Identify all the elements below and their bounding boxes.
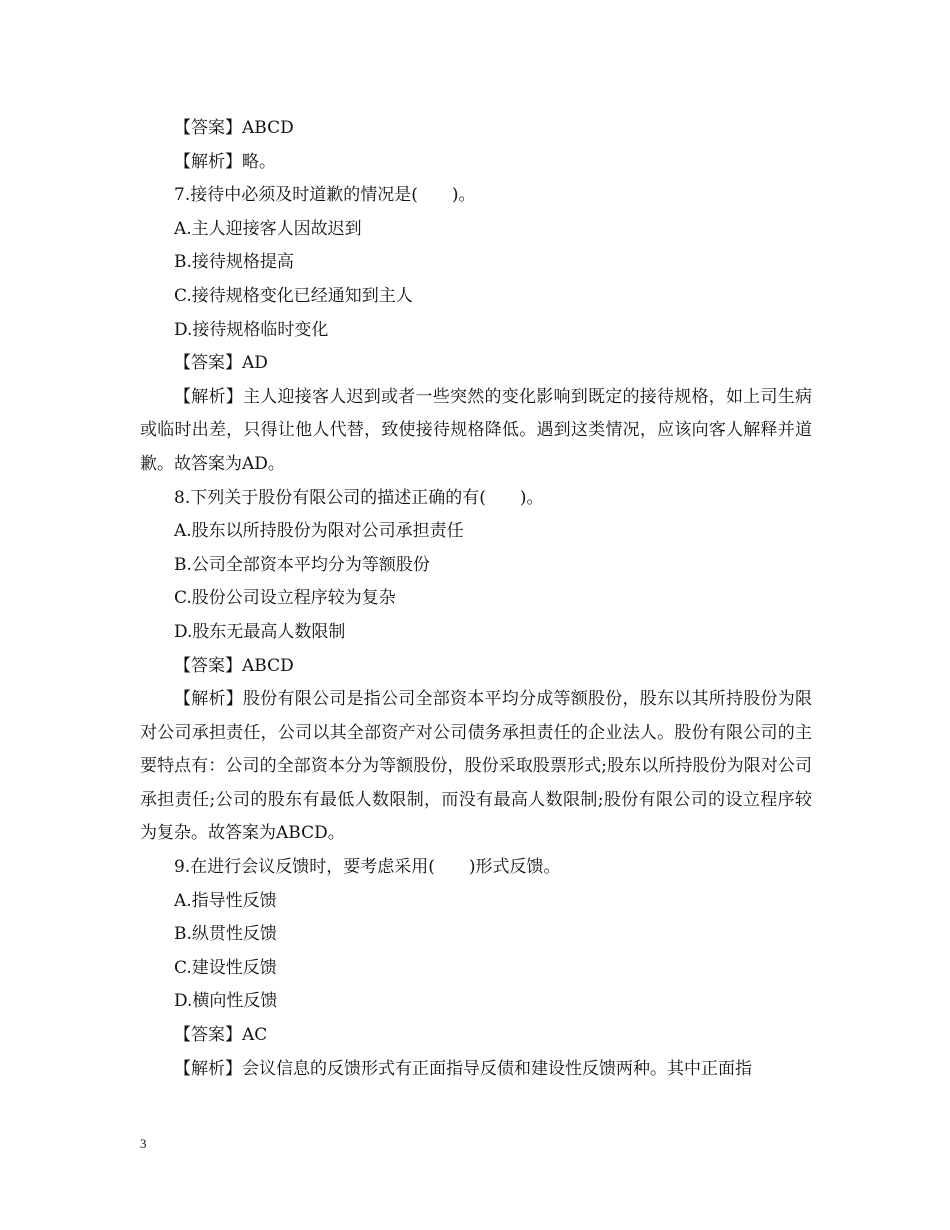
question-7: 7.接待中必须及时道歉的情况是( )。 bbox=[174, 185, 476, 206]
option-c: C.接待规格变化已经通知到主人 bbox=[174, 285, 413, 306]
answer-line: 【答案】ABCD bbox=[174, 655, 294, 676]
analysis-line: 【解析】略。 bbox=[174, 151, 276, 172]
analysis-line: 【解析】会议信息的反馈形式有正面指导反债和建设性反馈两种。其中正面指 bbox=[174, 1058, 752, 1079]
option-b: B.纵贯性反馈 bbox=[174, 924, 277, 945]
answer-line: 【答案】AD bbox=[174, 353, 268, 374]
document-body bbox=[140, 112, 812, 1086]
option-c: C.股份公司设立程序较为复杂 bbox=[174, 588, 396, 609]
question-8: 8.下列关于股份有限公司的描述正确的有( )。 bbox=[174, 487, 544, 508]
analysis-paragraph: 【解析】股份有限公司是指公司全部资本平均分成等额股份，股东以其所持股份为限对公司承担责任，公司以其全部资产对公司债务承担责任的企业法人。股份有限公司的主要特点有：公司的全部资本分为等额股份，股份采取股票形式;股东以所持股份为限对公司承担责任;公司的股东有最低人数限制，而没有最高人数限制;股份有限公司的设立程序较为复杂。故答案为ABCD。 bbox=[140, 689, 812, 844]
option-a: A.主人迎接客人因故迟到 bbox=[174, 218, 362, 239]
option-d: D.接待规格临时变化 bbox=[174, 319, 329, 340]
option-d: D.股东无最高人数限制 bbox=[174, 621, 346, 642]
option-b: B.公司全部资本平均分为等额股份 bbox=[174, 554, 430, 575]
analysis-paragraph: 【解析】主人迎接客人迟到或者一些突然的变化影响到既定的接待规格，如上司生病或临时出差，只得让他人代替，致使接待规格降低。遇到这类情况，应该向客人解释并道歉。故答案为AD。 bbox=[140, 386, 812, 474]
option-d: D.横向性反馈 bbox=[174, 991, 278, 1012]
answer-line: 【答案】ABCD bbox=[174, 118, 294, 138]
answer-line: 【答案】AC bbox=[174, 1025, 268, 1046]
option-a: A.股东以所持股份为限对公司承担责任 bbox=[174, 521, 464, 542]
option-b: B.接待规格提高 bbox=[174, 252, 294, 273]
option-c: C.建设性反馈 bbox=[174, 957, 277, 978]
option-a: A.指导性反馈 bbox=[174, 890, 277, 911]
question-9: 9.在进行会议反馈时，要考虑采用( )形式反馈。 bbox=[174, 857, 561, 878]
page-number: 3 bbox=[140, 1136, 147, 1151]
